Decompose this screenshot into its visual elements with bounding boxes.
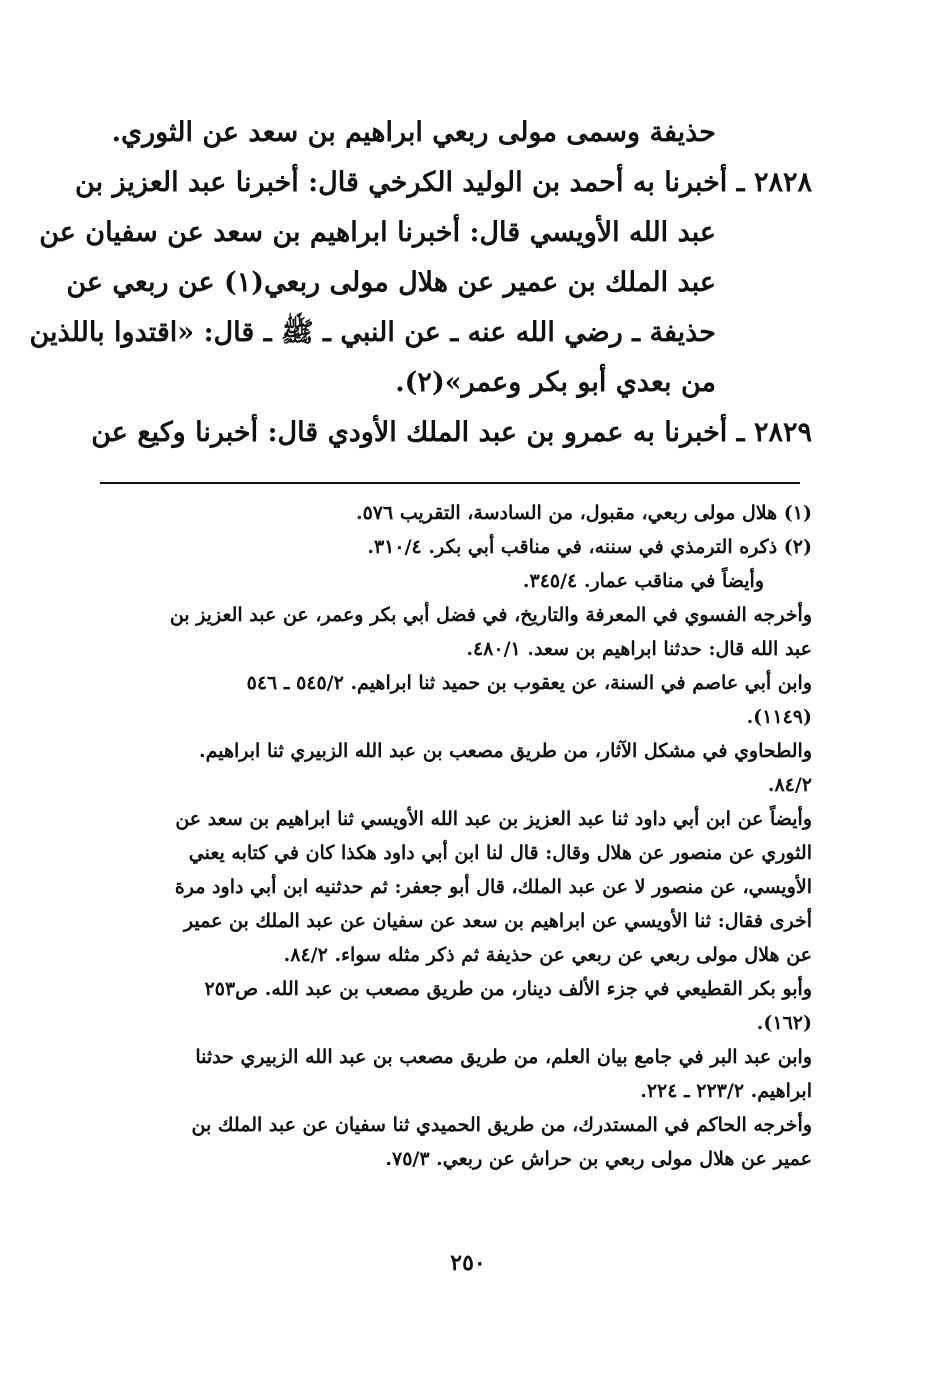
footnote-line: (١١٤٩). bbox=[746, 706, 812, 728]
footnote-line: وابن أبي عاصم في السنة، عن يعقوب بن حميد ثنا ابراهيم. ٥٤٥/٢ ـ ٥٤٦ bbox=[246, 672, 812, 694]
footnote-line: وأيضاً في مناقب عمار. ٣٤٥/٤. bbox=[522, 570, 764, 592]
text-line: حذيفة ـ رضي الله عنه ـ عن النبي ـ ﷺ ـ قال: «اقتدوا باللذين bbox=[29, 317, 716, 348]
footnote-line: عمير عن هلال مولى ربعي بن حراش عن ربعي. ٧٥/٣. bbox=[385, 1148, 812, 1170]
text-line: حذيفة وسمى مولى ربعي ابراهيم بن سعد عن الثوري. bbox=[111, 117, 716, 148]
footnote-line: وأبو بكر القطيعي في جزء الألف دينار، من طريق مصعب بن عبد الله. ص٢٥٣ bbox=[204, 978, 812, 1000]
footnote-line: (١٦٢). bbox=[756, 1012, 812, 1034]
page-number: ٢٥٠ bbox=[450, 1250, 486, 1276]
footnote-line: وأيضاً عن ابن أبي داود ثنا عبد العزيز بن عبد الله الأويسي ثنا ابراهيم بن سعد عن bbox=[175, 808, 812, 830]
footnote-line: الثوري عن منصور عن هلال وقال: قال لنا ابن أبي داود هكذا كان في كتابه يعني bbox=[188, 842, 812, 864]
footnote-line: عبد الله قال: حدثنا ابراهيم بن سعد. ٤٨٠/١. bbox=[466, 638, 812, 660]
text-line: من بعدي أبو بكر وعمر»(٢). bbox=[395, 367, 716, 398]
footnote-line: أخرى فقال: ثنا الأويسي عن ابراهيم بن سعد عن سفيان عن عبد الملك بن عمير bbox=[183, 910, 812, 932]
footnotes bbox=[100, 496, 812, 1176]
footnote-line: وابن عبد البر في جامع بيان العلم، من طريق مصعب بن عبد الله الزبيري حدثنا bbox=[195, 1046, 812, 1068]
hadith-2829-first-line: ٢٨٢٩ ـ أخبرنا به عمرو بن عبد الملك الأودي قال: أخبرنا وكيع عن bbox=[91, 417, 812, 448]
main-text bbox=[29, 108, 812, 458]
footnote-line: ٨٤/٢. bbox=[767, 774, 812, 796]
text-line: عبد الله الأويسي قال: أخبرنا ابراهيم بن سعد عن سفيان عن bbox=[39, 217, 716, 248]
footnote-line: والطحاوي في مشكل الآثار، من طريق مصعب بن عبد الله الزبيري ثنا ابراهيم. bbox=[198, 740, 812, 762]
footnote-line: الأويسي، عن منصور لا عن عبد الملك، قال أبو جعفر: ثم حدثنيه ابن أبي داود مرة bbox=[174, 876, 812, 898]
footnote-divider bbox=[100, 482, 800, 484]
footnote-1: (١) هلال مولى ربعي، مقبول، من السادسة، التقريب ٥٧٦. bbox=[355, 502, 812, 524]
text-line: عبد الملك بن عمير عن هلال مولى ربعي(١) عن ربعي عن bbox=[66, 267, 716, 298]
footnote-line: ابراهيم. ٢٢٣/٢ ـ ٢٢٤. bbox=[640, 1080, 812, 1102]
hadith-2828-first-line: ٢٨٢٨ ـ أخبرنا به أحمد بن الوليد الكرخي قال: أخبرنا عبد العزيز بن bbox=[75, 167, 812, 198]
footnote-line: وأخرجه الحاكم في المستدرك، من طريق الحميدي ثنا سفيان عن عبد الملك بن bbox=[191, 1114, 812, 1136]
footnote-line: وأخرجه الفسوي في المعرفة والتاريخ، في فضل أبي بكر وعمر، عن عبد العزيز بن bbox=[169, 604, 812, 626]
footnote-2: (٢) ذكره الترمذي في سننه، في مناقب أبي بكر. ٣١٠/٤. bbox=[367, 536, 812, 558]
footnote-line: عن هلال مولى ربعي عن ربعي عن حذيفة ثم ذكر مثله سواء. ٨٤/٢. bbox=[283, 944, 812, 966]
